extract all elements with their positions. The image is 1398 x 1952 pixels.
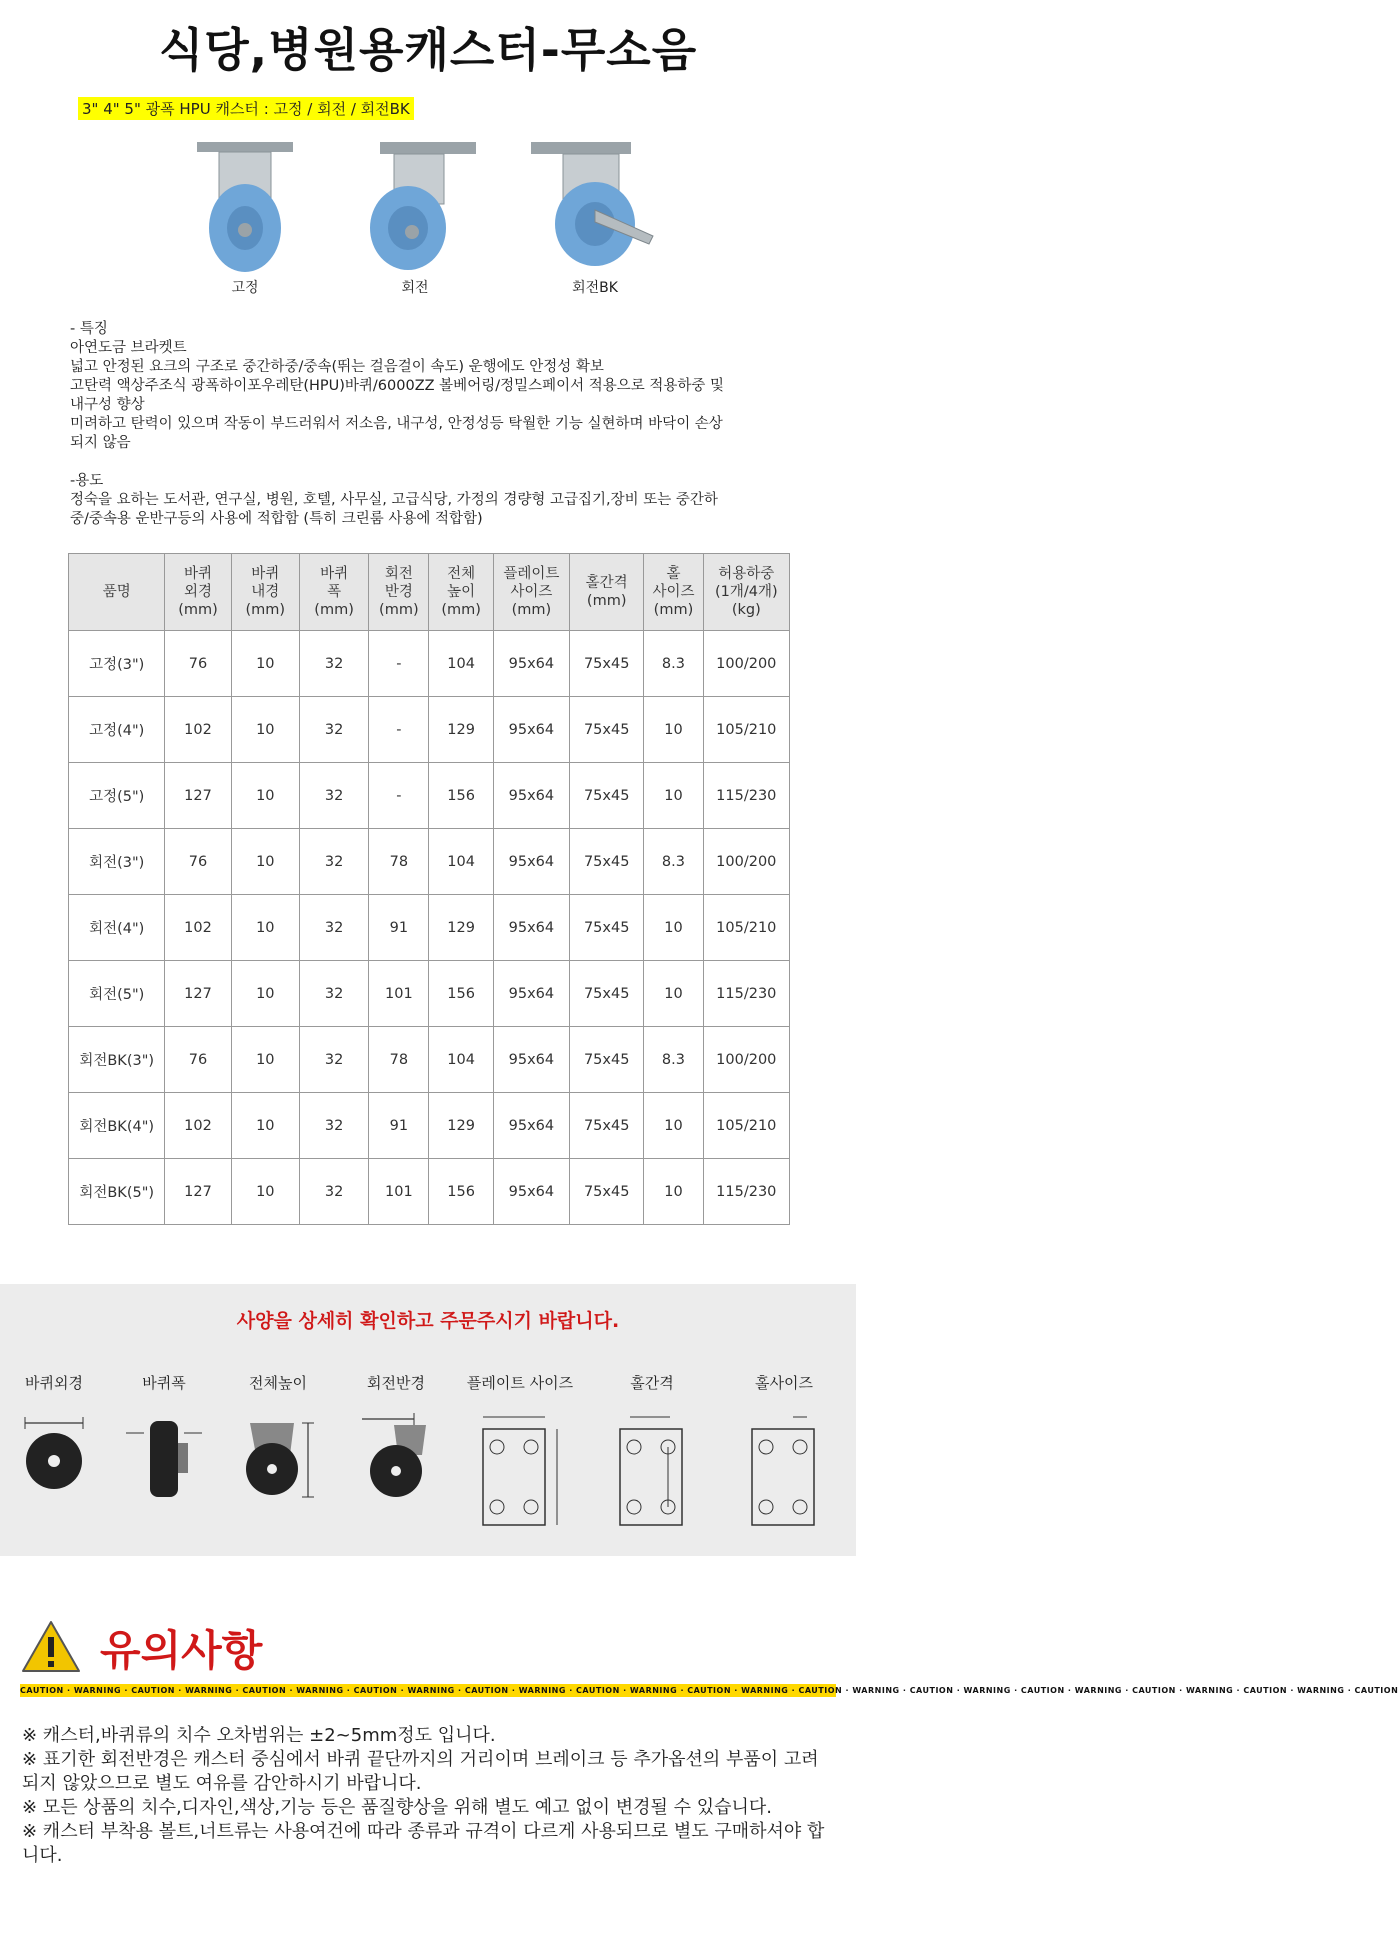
swivel-brake-caster-image [520, 140, 670, 297]
table-cell: 10 [231, 697, 299, 763]
diagram-plate-size [460, 1372, 580, 1529]
table-cell: - [369, 631, 429, 697]
diagram-label: 전체높이 [249, 1374, 307, 1392]
diagram-hole-spacing [612, 1372, 692, 1529]
table-cell: 115/230 [703, 961, 789, 1027]
table-header-cell: 회전 반경 (mm) [369, 554, 429, 631]
table-cell: 10 [644, 763, 703, 829]
table-cell: 75x45 [570, 631, 644, 697]
table-cell: 75x45 [570, 1093, 644, 1159]
table-cell: 회전(3") [69, 829, 165, 895]
table-cell: 32 [299, 631, 368, 697]
table-cell: 8.3 [644, 829, 703, 895]
table-cell: - [369, 697, 429, 763]
table-cell: 32 [299, 829, 368, 895]
table-cell: 104 [429, 631, 493, 697]
table-cell: - [369, 763, 429, 829]
swivel-radius-icon [354, 1411, 438, 1501]
table-cell: 10 [644, 1159, 703, 1225]
table-cell: 95x64 [493, 829, 569, 895]
table-cell: 95x64 [493, 763, 569, 829]
diagram-label: 홀간격 [630, 1374, 674, 1392]
product-label: 회전 [401, 280, 429, 296]
table-cell: 156 [429, 961, 493, 1027]
table-header-cell: 허용하중 (1개/4개) (kg) [703, 554, 789, 631]
diagram-label: 회전반경 [367, 1374, 425, 1392]
feature-line: 아연도금 브라켓트 [70, 340, 187, 356]
table-cell: 95x64 [493, 961, 569, 1027]
table-cell: 100/200 [703, 829, 789, 895]
table-cell: 104 [429, 1027, 493, 1093]
table-cell: 32 [299, 895, 368, 961]
table-cell: 10 [644, 895, 703, 961]
table-cell: 회전(4") [69, 895, 165, 961]
diagram-hole-size [744, 1372, 824, 1529]
table-cell: 101 [369, 1159, 429, 1225]
table-cell: 고정(4") [69, 697, 165, 763]
table-cell: 8.3 [644, 631, 703, 697]
table-header-cell: 플레이트 사이즈 (mm) [493, 554, 569, 631]
table-cell: 32 [299, 763, 368, 829]
diagram-wheel-diameter [14, 1372, 94, 1501]
table-cell: 회전BK(4") [69, 1093, 165, 1159]
spec-table [68, 553, 790, 1225]
table-cell: 10 [231, 763, 299, 829]
table-cell: 10 [644, 1093, 703, 1159]
table-cell: 10 [231, 961, 299, 1027]
table-cell: 104 [429, 829, 493, 895]
table-cell: 95x64 [493, 1093, 569, 1159]
table-row [69, 895, 790, 961]
total-height-icon [236, 1411, 320, 1501]
caution-tape: CAUTION · WARNING · CAUTION · WARNING · CAUTION · WARNING · CAUTION · WARNING · CAUTION · WARNING · CAUTION · WARNING · CAUTION · WARNING · CAUTION · WARNING · CAUTION · WARNING · CAUTION · WARNING · CAUTION · WARNING · CAUTION · WARNING · CAUTION [20, 1686, 1398, 1695]
feature-line: 고탄력 액상주조식 광폭하이포우레탄(HPU)바퀴/6000ZZ 볼베어링/정밀스페이서 적용으로 적용하중 및 [70, 378, 725, 394]
wheel-diameter-icon [19, 1411, 89, 1501]
table-cell: 127 [165, 961, 231, 1027]
features-section [70, 320, 750, 529]
table-cell: 91 [369, 895, 429, 961]
table-cell: 156 [429, 1159, 493, 1225]
table-header-cell: 전체 높이 (mm) [429, 554, 493, 631]
caution-note: ※ 표기한 회전반경은 캐스터 중심에서 바퀴 끝단까지의 거리이며 브레이크 등 추가옵션의 부품이 고려되지 않았으므로 별도 여유를 감안하시기 바랍니다. [22, 1749, 819, 1794]
table-cell: 95x64 [493, 697, 569, 763]
diagram-swivel-radius [354, 1372, 438, 1501]
table-header-cell: 바퀴 내경 (mm) [231, 554, 299, 631]
table-cell: 10 [231, 1159, 299, 1225]
usage-heading: -용도 [70, 473, 104, 489]
wheel-width-icon [124, 1411, 204, 1501]
table-cell: 101 [369, 961, 429, 1027]
table-header-row [69, 554, 790, 631]
feature-line: 내구성 향상 [70, 397, 145, 413]
table-cell: 127 [165, 763, 231, 829]
diagram-label: 바퀴폭 [142, 1374, 186, 1392]
product-label: 회전BK [572, 280, 618, 296]
table-cell: 127 [165, 1159, 231, 1225]
caution-note: ※ 캐스터 부착용 볼트,너트류는 사용여건에 따라 종류과 규격이 다르게 사용되므로 별도 구매하셔야 합니다. [22, 1821, 825, 1866]
caution-title: 유의사항 [100, 1626, 263, 1675]
feature-line: 넓고 안정된 요크의 구조로 중간하중/중속(뛰는 걸음걸이 속도) 운행에도 안정성 확보 [70, 359, 604, 375]
diagram-label: 플레이트 사이즈 [466, 1374, 574, 1392]
table-cell: 102 [165, 697, 231, 763]
table-cell: 10 [231, 1027, 299, 1093]
product-subtitle: 3" 4" 5" 광폭 HPU 캐스터 : 고정 / 회전 / 회전BK [78, 97, 414, 120]
table-cell: 회전(5") [69, 961, 165, 1027]
hole-spacing-icon [612, 1411, 692, 1529]
table-cell: 95x64 [493, 1159, 569, 1225]
caution-note: ※ 모든 상품의 치수,디자인,색상,기능 등은 품질향상을 위해 별도 예고 없이 변경될 수 있습니다. [22, 1797, 772, 1818]
table-header-cell: 홀간격 (mm) [570, 554, 644, 631]
page-title: 식당,병원용캐스터-무소음 [158, 23, 698, 77]
caution-notes [22, 1724, 834, 1868]
diagram-wheel-width [124, 1372, 204, 1501]
table-row [69, 763, 790, 829]
table-row [69, 1159, 790, 1225]
table-cell: 10 [231, 829, 299, 895]
table-cell: 회전BK(3") [69, 1027, 165, 1093]
table-row [69, 961, 790, 1027]
table-cell: 102 [165, 1093, 231, 1159]
table-cell: 32 [299, 697, 368, 763]
table-row [69, 697, 790, 763]
table-row [69, 829, 790, 895]
feature-line: 미려하고 탄력이 있으며 작동이 부드러워서 저소음, 내구성, 안정성등 탁월한 기능 실현하며 바닥이 손상 [70, 416, 723, 432]
table-cell: 회전BK(5") [69, 1159, 165, 1225]
table-cell: 129 [429, 697, 493, 763]
table-cell: 75x45 [570, 1027, 644, 1093]
table-cell: 10 [231, 1093, 299, 1159]
table-cell: 8.3 [644, 1027, 703, 1093]
table-cell: 10 [644, 697, 703, 763]
table-cell: 95x64 [493, 895, 569, 961]
table-cell: 32 [299, 1027, 368, 1093]
table-header-cell: 홀 사이즈 (mm) [644, 554, 703, 631]
feature-line: 되지 않음 [70, 435, 131, 451]
product-label: 고정 [231, 280, 259, 296]
table-header-cell: 품명 [69, 554, 165, 631]
fixed-caster-image [170, 140, 320, 297]
table-cell: 102 [165, 895, 231, 961]
table-cell: 91 [369, 1093, 429, 1159]
usage-line: 정숙을 요하는 도서관, 연구실, 병원, 호텔, 사무실, 고급식당, 가정의 경량형 고급집기,장비 또는 중간하 [70, 492, 718, 508]
table-cell: 10 [231, 631, 299, 697]
caution-note: ※ 캐스터,바퀴류의 치수 오차범위는 ±2~5mm정도 입니다. [22, 1725, 496, 1746]
table-row [69, 1093, 790, 1159]
table-cell: 105/210 [703, 697, 789, 763]
table-cell: 75x45 [570, 697, 644, 763]
table-cell: 105/210 [703, 1093, 789, 1159]
table-header-cell: 바퀴 폭 (mm) [299, 554, 368, 631]
table-row [69, 1027, 790, 1093]
usage-line: 중/중속용 운반구등의 사용에 적합함 (특히 크린룸 사용에 적합함) [70, 511, 483, 527]
table-cell: 100/200 [703, 631, 789, 697]
hole-size-icon [744, 1411, 824, 1529]
diagram-label: 바퀴외경 [25, 1374, 83, 1392]
table-cell: 75x45 [570, 829, 644, 895]
table-cell: 156 [429, 763, 493, 829]
features-heading: - 특징 [70, 321, 108, 337]
table-cell: 10 [644, 961, 703, 1027]
plate-size-icon [475, 1411, 565, 1529]
dimension-guide-section [0, 1284, 856, 1556]
table-cell: 95x64 [493, 631, 569, 697]
table-header-cell: 바퀴 외경 (mm) [165, 554, 231, 631]
table-cell: 129 [429, 895, 493, 961]
table-cell: 78 [369, 829, 429, 895]
table-cell: 32 [299, 1159, 368, 1225]
table-cell: 10 [231, 895, 299, 961]
table-cell: 105/210 [703, 895, 789, 961]
table-cell: 115/230 [703, 1159, 789, 1225]
table-cell: 100/200 [703, 1027, 789, 1093]
diagram-total-height [236, 1372, 320, 1501]
table-cell: 78 [369, 1027, 429, 1093]
table-cell: 고정(5") [69, 763, 165, 829]
order-notice: 사양을 상세히 확인하고 주문주시기 바랍니다. [236, 1310, 620, 1332]
swivel-caster-image [340, 140, 490, 297]
diagram-label: 홀사이즈 [755, 1374, 813, 1392]
table-row [69, 631, 790, 697]
table-cell: 75x45 [570, 1159, 644, 1225]
table-cell: 76 [165, 1027, 231, 1093]
table-cell: 75x45 [570, 961, 644, 1027]
table-cell: 75x45 [570, 895, 644, 961]
table-cell: 115/230 [703, 763, 789, 829]
table-cell: 76 [165, 631, 231, 697]
table-cell: 32 [299, 1093, 368, 1159]
table-cell: 129 [429, 1093, 493, 1159]
product-images [170, 140, 730, 300]
warning-icon [20, 1619, 82, 1675]
table-cell: 고정(3") [69, 631, 165, 697]
table-cell: 75x45 [570, 763, 644, 829]
table-cell: 95x64 [493, 1027, 569, 1093]
table-cell: 76 [165, 829, 231, 895]
table-cell: 32 [299, 961, 368, 1027]
